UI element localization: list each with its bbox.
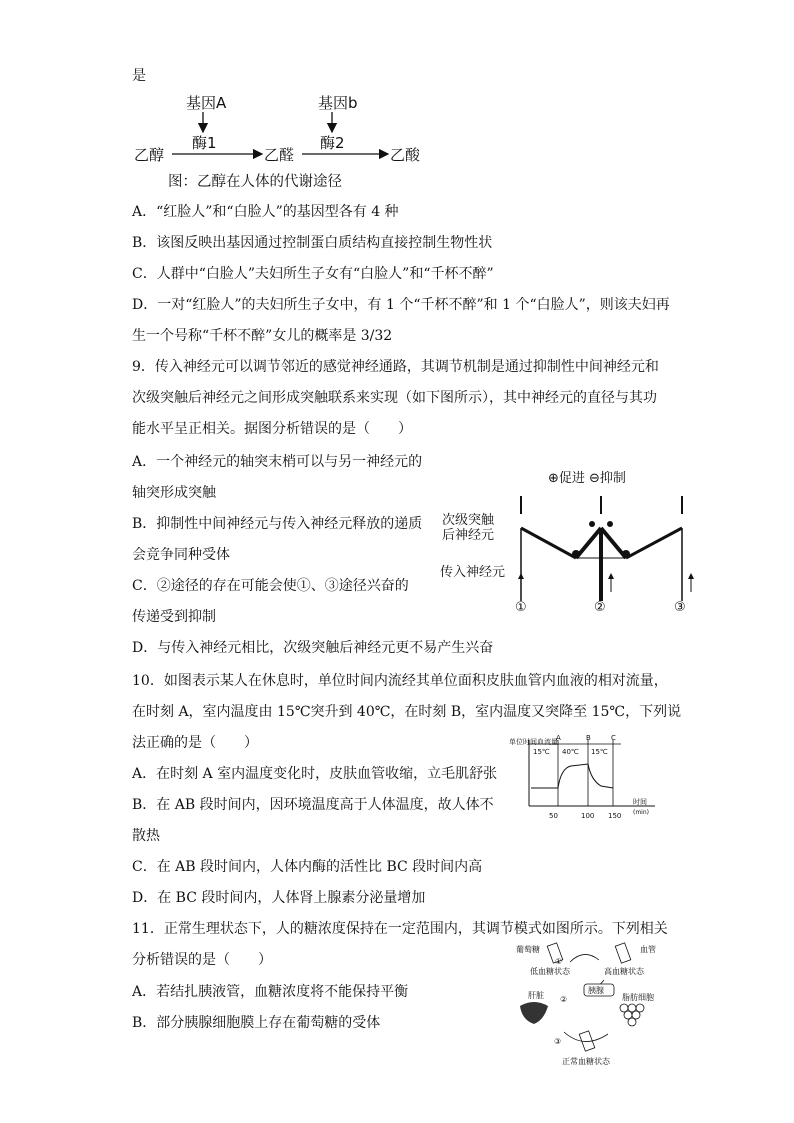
q9-option-c: C．②途径的存在可能会使①、③途径兴奋的 (132, 578, 409, 594)
q9-stem-line2: 次级突触后神经元之间形成突触联系来实现（如下图所示），其中神经元的直径与其功 (132, 390, 657, 406)
q10-stem-line2: 在时刻 A，室内温度由 15℃突升到 40℃，在时刻 B，室内温度又突降至 15℃，下列说 (132, 704, 682, 720)
q8-option-a: A．“红脸人”和“白脸人”的基因型各有 4 种 (132, 204, 399, 220)
gene-b-label: 基因b (318, 94, 358, 112)
q8-option-b: B．该图反映出基因通过控制蛋白质结构直接控制生物性状 (132, 235, 493, 251)
enzyme2-label: 酶2 (320, 134, 345, 152)
tick-150: 150 (608, 812, 622, 820)
q11-option-a: A．若结扎胰液管，血糖浓度将不能保持平衡 (132, 984, 409, 1000)
pancreas-label: 胰腺 (588, 986, 604, 995)
step2-label: ② (560, 995, 568, 1004)
acetaldehyde-label: 乙醛 (264, 146, 295, 164)
high-glucose-label: 高血糖状态 (604, 967, 644, 976)
q9-stem-line3: 能水平呈正相关。据图分析错误的是（ ） (132, 421, 412, 437)
q10-option-b-cont: 散热 (132, 828, 160, 844)
temp-40: 40℃ (562, 748, 579, 756)
q9-option-a-cont: 轴突形成突触 (132, 485, 216, 501)
low-glucose-label: 低血糖状态 (530, 967, 570, 976)
point-c-label: C (611, 734, 616, 742)
ethanol-label: 乙醇 (134, 146, 165, 164)
afferent-neuron-label: 传入神经元 (440, 565, 506, 580)
point-b-label: B (586, 734, 591, 742)
glucose-label: 葡萄糖 (516, 945, 540, 954)
q11-stem-line1: 11．正常生理状态下，人的糖浓度保持在一定范围内，其调节模式如图所示。下列相关 (132, 921, 668, 937)
figure-caption: 图：乙醇在人体的代谢途径 (168, 174, 342, 190)
path3-label: ③ (674, 600, 686, 615)
secondary-neuron-label-1: 次级突触 (442, 513, 495, 528)
q9-option-a: A．一个神经元的轴突末梢可以与另一神经元的 (132, 454, 423, 470)
path2-label: ② (594, 600, 606, 615)
gene-a-label: 基因A (186, 94, 227, 112)
x-axis-unit: (min) (633, 809, 649, 816)
q8-option-d-cont: 生一个号称“千杯不醉”女儿的概率是 3/32 (132, 328, 393, 344)
blood-flow-chart (505, 732, 665, 824)
q10-option-a: A．在时刻 A 室内温度变化时，皮肤血管收缩，立毛肌舒张 (132, 766, 498, 782)
secondary-neuron-label-2: 后神经元 (442, 528, 495, 543)
path1-label: ① (515, 600, 527, 615)
blood-flow-curve (531, 764, 613, 788)
temp-15-before: 15℃ (533, 748, 550, 756)
page-top-fragment: 是 (132, 68, 146, 84)
q8-option-d: D．一对“红脸人”的夫妇所生子女中，有 1 个“千杯不醉”和 1 个“白脸人”，则该夫妇再 (132, 297, 670, 313)
step3-label: ③ (554, 1037, 562, 1046)
q9-option-b-cont: 会竞争同种受体 (132, 547, 230, 563)
fat-cell-label: 脂肪细胞 (622, 993, 654, 1002)
liver-label: 肝脏 (528, 991, 544, 1000)
y-axis-label: 单位时间血流量 (509, 738, 558, 746)
q9-option-c-cont: 传递受到抑制 (132, 609, 216, 625)
legend-text: ⊕促进 ⊖抑制 (548, 471, 626, 486)
q10-stem-line1: 10．如图表示某人在休息时，单位时间内流经其单位面积皮肤血管内血液的相对流量， (132, 673, 668, 689)
ethanol-metabolism-diagram (130, 88, 450, 168)
q11-option-b: B．部分胰腺细胞膜上存在葡萄糖的受体 (132, 1015, 381, 1031)
tick-50: 50 (549, 812, 558, 820)
blood-vessel-icon (615, 943, 631, 963)
temp-15-after: 15℃ (591, 748, 608, 756)
q10-stem-line3: 法正确的是（ ） (132, 735, 258, 751)
glucose-regulation-diagram (504, 940, 676, 1070)
neuron-circuit-diagram (436, 466, 696, 616)
acetic-acid-label: 乙酸 (390, 146, 421, 164)
vessel-label: 血管 (640, 945, 656, 954)
tick-100: 100 (581, 812, 595, 820)
x-axis-label: 时间 (633, 798, 647, 806)
point-a-label: A (556, 734, 561, 742)
q9-option-d: D．与传入神经元相比，次级突触后神经元更不易产生兴奋 (132, 640, 494, 656)
liver-icon (520, 1002, 548, 1024)
q10-option-c: C．在 AB 段时间内，人体内酶的活性比 BC 段时间内高 (132, 859, 483, 875)
q9-option-b: B．抑制性中间神经元与传入神经元释放的递质 (132, 516, 423, 532)
q10-option-d: D．在 BC 段时间内，人体肾上腺素分泌量增加 (132, 890, 426, 906)
q10-option-b: B．在 AB 段时间内，因环境温度高于人体温度，故人体不 (132, 797, 494, 813)
step1-label: ① (555, 957, 563, 966)
q9-stem-line1: 9．传入神经元可以调节邻近的感觉神经通路，其调节机制是通过抑制性中间神经元和 (132, 359, 659, 375)
normal-glucose-label: 正常血糖状态 (562, 1057, 610, 1066)
q8-option-c: C．人群中“白脸人”夫妇所生子女有“白脸人”和“千杯不醉” (132, 266, 494, 282)
q11-stem-line2: 分析错误的是（ ） (132, 952, 272, 968)
enzyme1-label: 酶1 (192, 134, 217, 152)
